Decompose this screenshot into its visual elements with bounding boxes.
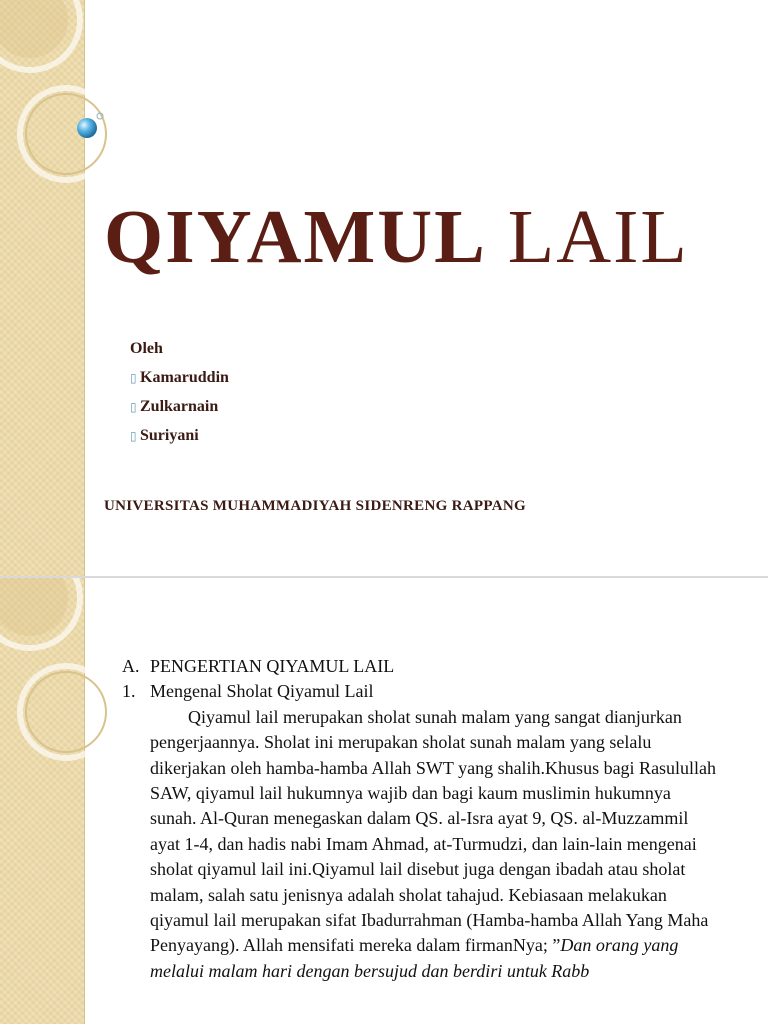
- title-bold-part: QIYAMUL: [104, 195, 487, 279]
- section-title: PENGERTIAN QIYAMUL LAIL: [150, 656, 395, 676]
- author-item: [130, 425, 229, 454]
- paragraph-text: Qiyamul lail merupakan sholat sunah malam yang sangat dianjurkan pengerjaannya. Sholat ini merupakan sholat sunah malam yang selalu dikerjakan oleh hamba-hamba Allah SWT yang shalih.Khusus bagi Rasulullah SAW, qiyamul lail hukumnya wajib dan bagi kaum muslimin hukumnya sunah. Al-Quran menegaskan dalam QS. al-Isra ayat 9, QS. al-Muzzammil ayat 1-4, dan hadis nabi Imam Ahmad, at-Turmudzi, dan lain-lain mengenai sholat qiyamul lail ini.Qiyamul lail disebut juga dengan ibadah atau sholat malam, salah satu jenisnya adalah sholat tahajud. Kebiasaan melakukan qiyamul lail merupakan sifat Ibadurrahman (Hamba-hamba Allah Yang Maha Penyayang). Allah mensifati mereka dalam firmanNya; ”: [150, 706, 717, 956]
- blue-orb-icon: [70, 110, 180, 160]
- section-letter: A.: [122, 656, 140, 676]
- bullet-icon: ▯: [130, 400, 137, 414]
- quote-text: Dan orang yang melalui malam hari dengan bersujud dan berdiri untuk Rabb: [150, 935, 679, 981]
- decorative-side-band: [0, 0, 85, 576]
- subsection-number: 1.: [122, 681, 136, 702]
- decorative-side-band: [0, 578, 85, 1024]
- university-name: UNIVERSITAS MUHAMMADIYAH SIDENRENG RAPPANG: [104, 498, 526, 514]
- content-slide: [0, 578, 768, 1024]
- author-name: Kamaruddin: [140, 369, 229, 386]
- author-item: [130, 367, 229, 396]
- author-item: [130, 396, 229, 425]
- body-paragraph: [122, 705, 720, 984]
- subsection-heading: [122, 679, 720, 704]
- author-name: Suriyani: [140, 427, 199, 444]
- bullet-icon: ▯: [130, 429, 137, 443]
- author-name: Zulkarnain: [140, 398, 219, 415]
- subsection-title: Mengenal Sholat Qiyamul Lail: [150, 681, 374, 702]
- section-heading: [122, 654, 720, 679]
- slide-title: [104, 192, 689, 282]
- bullet-icon: ▯: [130, 371, 137, 385]
- slide-content: [122, 654, 720, 984]
- by-label: Oleh: [130, 340, 163, 357]
- decorative-circles-icon: [0, 578, 120, 778]
- title-rest-part: LAIL: [507, 195, 689, 279]
- author-list: [130, 338, 229, 454]
- decorative-circles-icon: [0, 0, 120, 200]
